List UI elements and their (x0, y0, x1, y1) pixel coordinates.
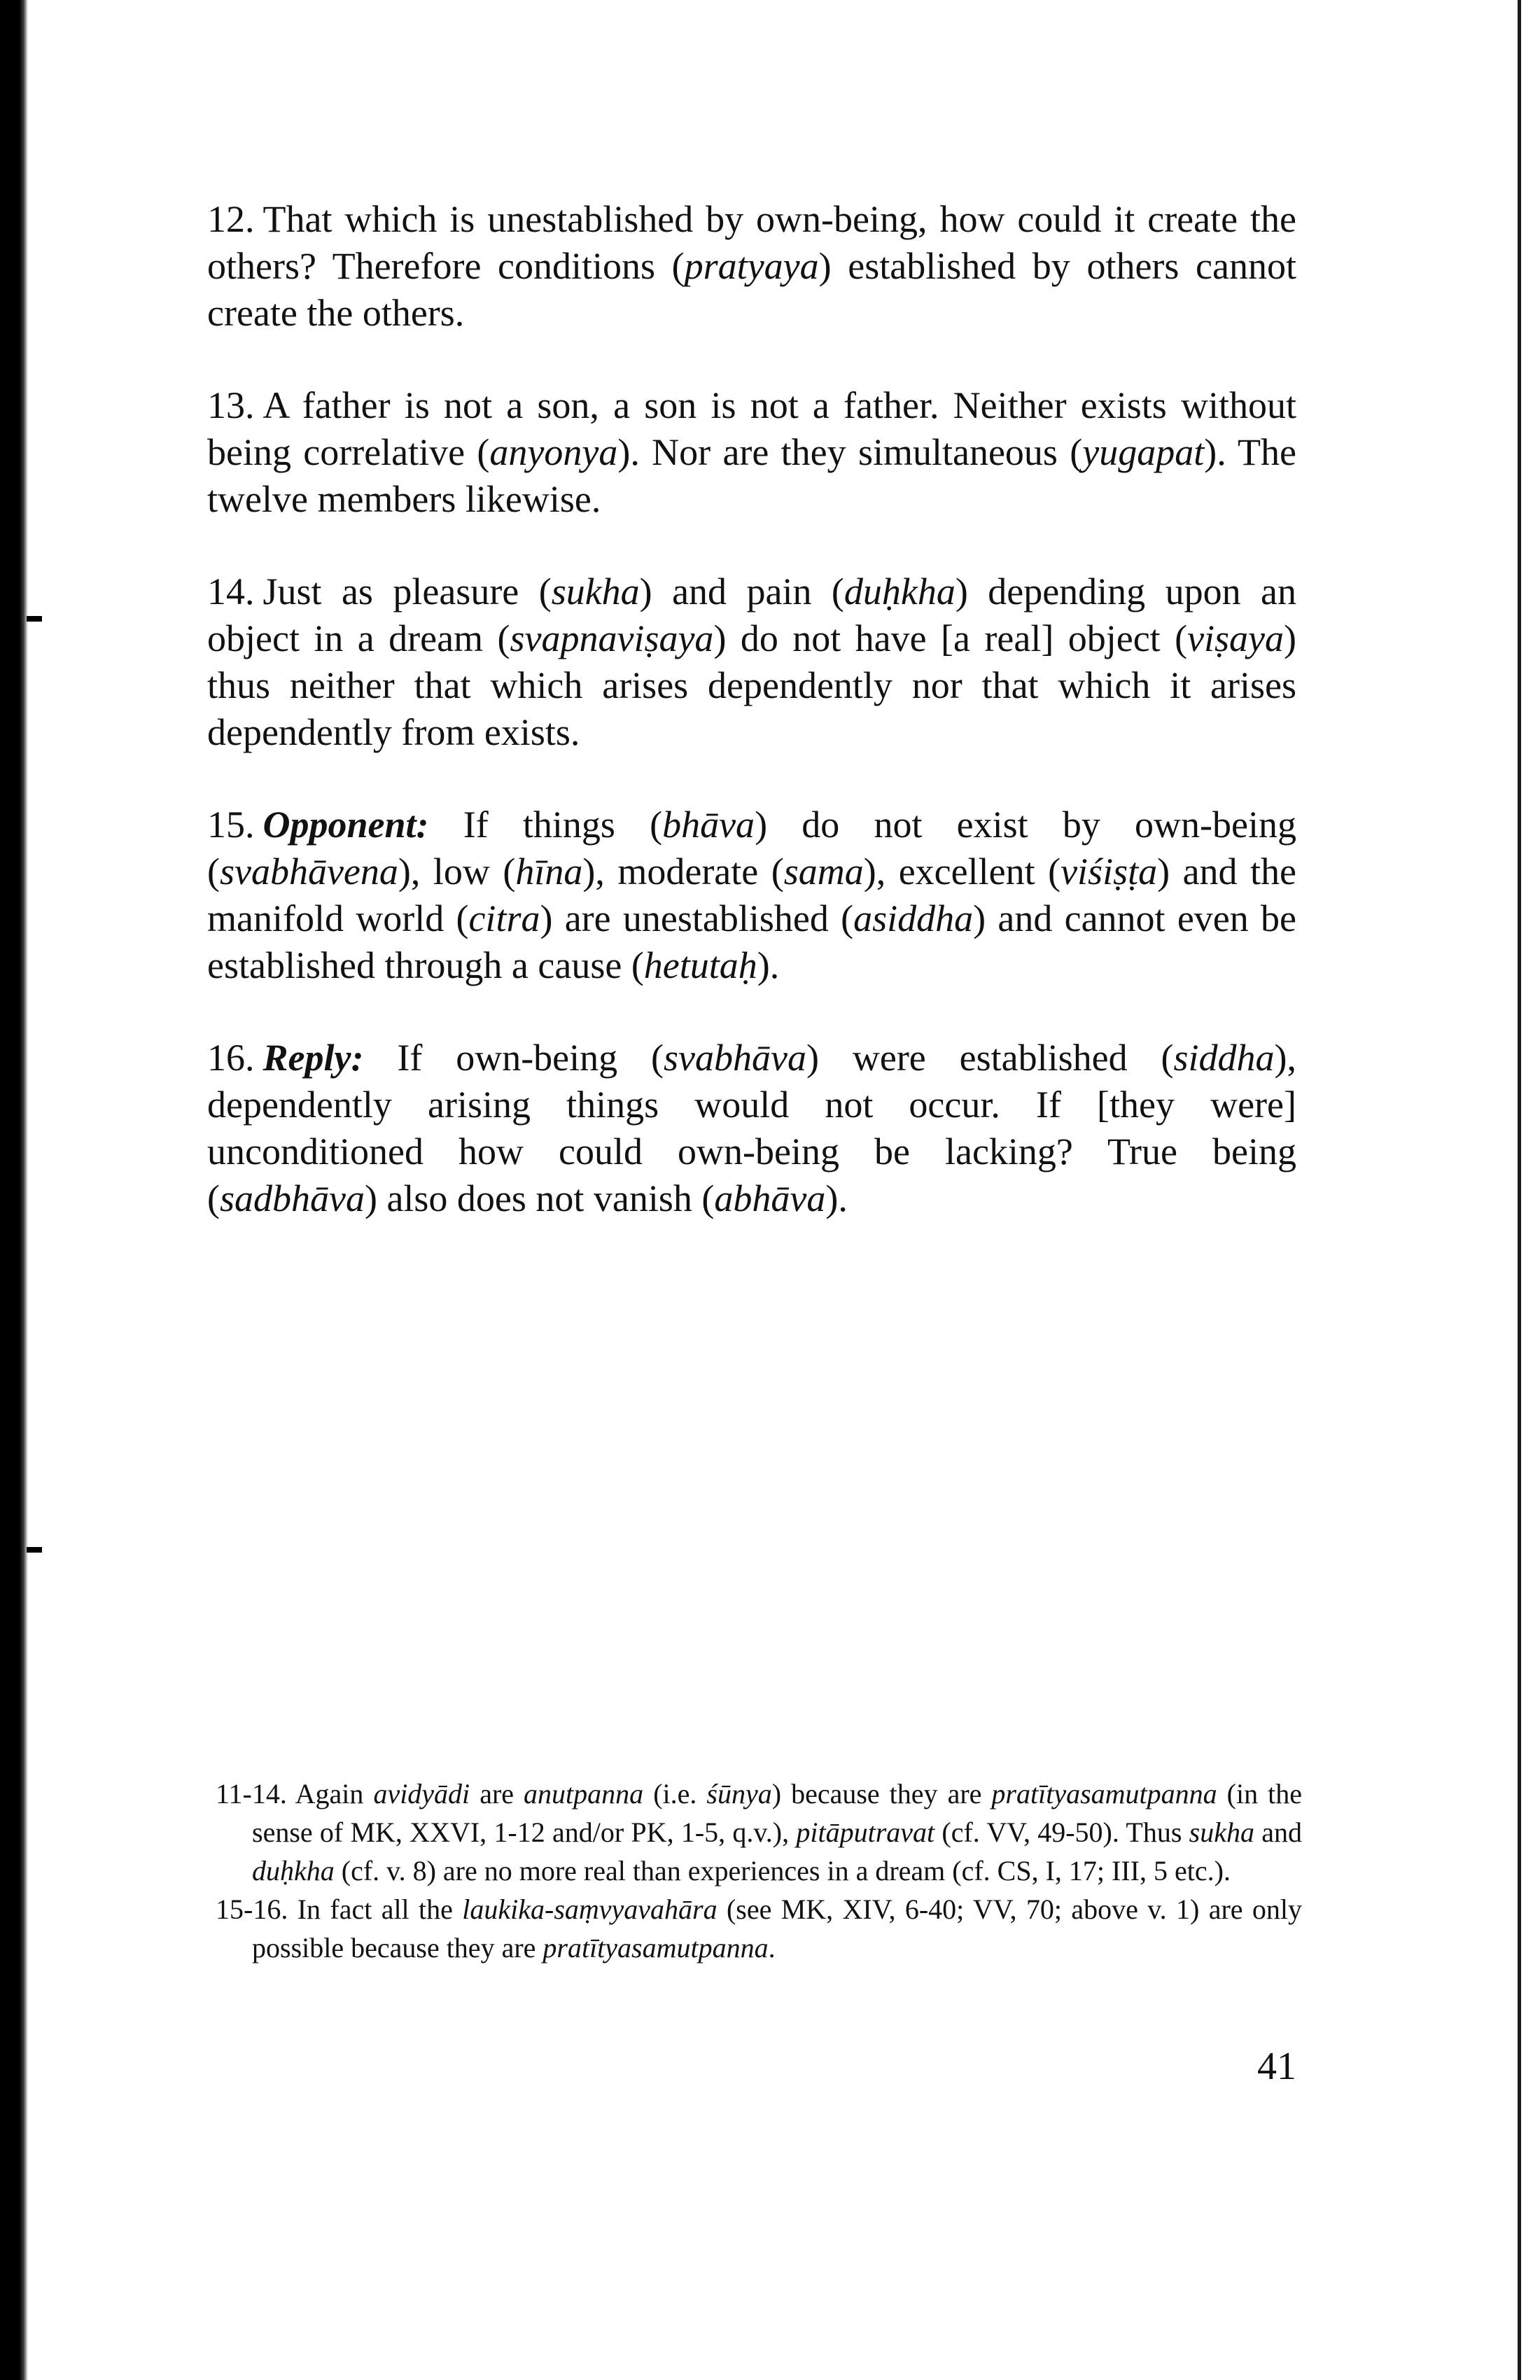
text-run: ). (825, 1177, 848, 1219)
text-run: ) and pain ( (639, 570, 844, 612)
sanskrit-term: viṣaya (1187, 617, 1284, 659)
binding-mark (27, 616, 42, 622)
verse-16 (207, 1035, 1296, 1222)
note-11-14 (216, 1774, 1302, 1890)
verse-number: 12. (207, 198, 255, 240)
text-run: (cf. VV, 49-50). Thus (934, 1816, 1189, 1848)
binding-edge (0, 0, 28, 2380)
text-run: ) thus neither that which arises dependently nor that which it arises dependently from exists. (207, 617, 1296, 753)
sanskrit-term: svapnaviṣaya (510, 617, 714, 659)
text-run: If own-being ( (363, 1037, 664, 1079)
text-run: (see MK, XIV, 6-40; VV, 70; above v. 1) are only possible because they are (252, 1893, 1303, 1963)
text-run: ), low ( (398, 850, 516, 892)
text-run: Just as pleasure ( (262, 570, 552, 612)
text-run: ) because they are (771, 1778, 992, 1809)
text-run: ). The twelve members likewise. (207, 431, 1296, 520)
text-run: ) and cannot even be established through a cause ( (207, 897, 1297, 986)
text-run: ) depending upon an object in a dream ( (207, 570, 1296, 659)
sanskrit-term: sama (783, 850, 864, 892)
note-number: 11-14. (216, 1778, 287, 1809)
sanskrit-term: pitāputravat (796, 1816, 935, 1848)
text-run: . (768, 1932, 776, 1963)
text-run: In fact all the (297, 1893, 463, 1925)
sanskrit-term: sukha (551, 570, 640, 612)
sanskrit-term: sadbhāva (219, 1177, 365, 1219)
sanskrit-term: pratītyasamutpanna (542, 1932, 769, 1963)
verse-number: 13. (207, 384, 255, 426)
speaker-label: Opponent: (262, 804, 429, 846)
sanskrit-term: pratyaya (684, 245, 819, 287)
text-run: A father is not a son, a son is not a father. Neither exists without being correlative ( (207, 384, 1296, 473)
text-run: ) were established ( (806, 1037, 1174, 1079)
sanskrit-term: sukha (1189, 1816, 1254, 1848)
verse-number: 15. (207, 804, 255, 846)
sanskrit-term: laukika-saṃvyavahāra (462, 1893, 718, 1925)
page-number: 41 (1257, 2045, 1296, 2088)
text-run: ), dependently arising things would not occur. If [they were] unconditioned how could own-being be lacking? True being ( (207, 1037, 1296, 1219)
text-run: ), moderate ( (582, 850, 784, 892)
sanskrit-term: duḥkha (844, 570, 955, 612)
sanskrit-term: asiddha (853, 897, 974, 939)
text-run: (cf. v. 8) are no more real than experiences in a dream (cf. CS, I, 17; III, 5 etc.). (334, 1855, 1231, 1886)
verse-list (207, 196, 1296, 1268)
sanskrit-term: hetutaḥ (643, 944, 757, 986)
text-run: (i.e. (643, 1778, 707, 1809)
verse-15 (207, 802, 1296, 989)
commentary-notes (216, 1774, 1302, 1967)
sanskrit-term: yugapat (1082, 431, 1205, 473)
note-15-16 (216, 1890, 1302, 1967)
text-run: That which is unestablished by own-being, how could it create the others? Therefore conditions ( (207, 198, 1296, 287)
verse-12 (207, 196, 1296, 337)
sanskrit-term: svabhāva (664, 1037, 806, 1079)
text-run: Again (295, 1778, 374, 1809)
right-page-edge (1518, 0, 1521, 2380)
text-run: ) do not exist by own-being ( (207, 804, 1296, 892)
text-run: ) and the manifold world ( (207, 850, 1296, 939)
text-run: ) also does not vanish ( (364, 1177, 715, 1219)
sanskrit-term: pratītyasamutpanna (991, 1778, 1217, 1809)
sanskrit-term: viśiṣṭa (1060, 850, 1158, 892)
verse-number: 14. (207, 570, 255, 612)
sanskrit-term: śūnya (706, 1778, 772, 1809)
binding-mark (27, 1547, 42, 1553)
sanskrit-term: abhāva (714, 1177, 826, 1219)
verse-13 (207, 382, 1296, 523)
sanskrit-term: bhāva (662, 804, 755, 846)
verse-number: 16. (207, 1037, 255, 1079)
text-run: ). (757, 944, 780, 986)
sanskrit-term: anutpanna (524, 1778, 644, 1809)
verse-14 (207, 568, 1296, 756)
sanskrit-term: citra (468, 897, 540, 939)
text-run: ) are unestablished ( (540, 897, 854, 939)
text-run: and (1254, 1816, 1302, 1848)
sanskrit-term: duḥkha (252, 1855, 335, 1886)
text-run: ) established by others cannot create the others. (207, 245, 1296, 334)
sanskrit-term: svabhāvena (219, 850, 398, 892)
note-number: 15-16. (216, 1893, 288, 1925)
text-run: (in the sense of MK, XXVI, 1-12 and/or PK, 1-5, q.v.), (252, 1778, 1302, 1848)
text-run: ) do not have [a real] object ( (713, 617, 1188, 659)
sanskrit-term: anyonya (489, 431, 618, 473)
speaker-label: Reply: (262, 1037, 364, 1079)
sanskrit-term: siddha (1173, 1037, 1275, 1079)
sanskrit-term: avidyādi (373, 1778, 470, 1809)
text-run: If things ( (428, 804, 663, 846)
text-run: ). Nor are they simultaneous ( (617, 431, 1083, 473)
sanskrit-term: hīna (515, 850, 583, 892)
text-run: are (470, 1778, 524, 1809)
text-run: ), excellent ( (863, 850, 1061, 892)
